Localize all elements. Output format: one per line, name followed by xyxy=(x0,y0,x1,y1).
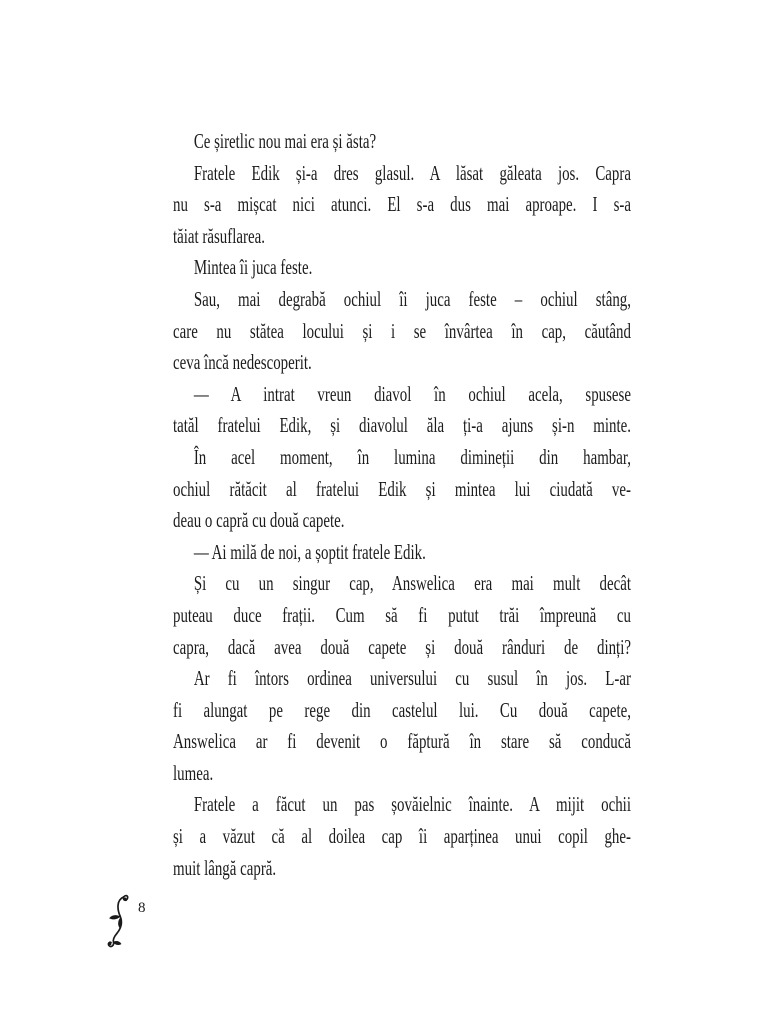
text-line: deau o capră cu două capete. xyxy=(173,508,345,533)
text-line: Fratele Edik și-a dres glasul. A lăsat găleata jos. Capra xyxy=(193,160,631,185)
text-line: puteau duce frații. Cum să fi putut trăi împreună cu xyxy=(173,602,631,627)
text-line: muit lângă capră. xyxy=(173,855,277,880)
page-footer xyxy=(106,893,146,949)
text-line: Și cu un singur cap, Answelica era mai mult decât xyxy=(193,571,631,596)
text-line: Ar fi întors ordinea universului cu susul în jos. L-ar xyxy=(193,666,631,691)
text-line: În acel moment, în lumina dimineții din hambar, xyxy=(193,444,631,469)
text-line: ochiul rătăcit al fratelui Edik și mintea lui ciudată ve- xyxy=(173,476,631,501)
text-line: tatăl fratelui Edik, și diavolul ăla ți-a ajuns și-n minte. xyxy=(173,413,631,438)
text-line: care nu stătea locului și i se învârtea în cap, căutând xyxy=(173,318,631,343)
page-number: 8 xyxy=(138,900,146,916)
text-line: tăiat răsuflarea. xyxy=(173,223,265,248)
text-line: ceva încă nedescoperit. xyxy=(173,350,312,375)
text-line: lumea. xyxy=(173,760,214,785)
text-line: Fratele a făcut un pas șovăielnic înainte. A mijit ochii xyxy=(193,792,631,817)
text-line: — A intrat vreun diavol în ochiul acela, spusese xyxy=(193,381,631,406)
text-line: Answelica ar fi devenit o făptură în stare să conducă xyxy=(173,729,631,754)
text-line: capra, dacă avea două capete și două rânduri de dinți? xyxy=(173,634,631,659)
page-text-block xyxy=(173,126,631,884)
text-line: Mintea îi juca feste. xyxy=(193,255,313,280)
text-line: Ce șiretlic nou mai era și ăsta? xyxy=(193,129,377,153)
text-line: — Ai milă de noi, a șoptit fratele Edik. xyxy=(193,539,426,564)
text-line: și a văzut că al doilea cap îi aparținea unui copil ghe- xyxy=(173,824,631,849)
text-line: Sau, mai degrabă ochiul îi juca feste – ochiul stâng, xyxy=(193,286,631,311)
text-line: fi alungat pe rege din castelul lui. Cu două capete, xyxy=(173,697,631,722)
text-line: nu s-a mișcat nici atunci. El s-a dus mai aproape. I s-a xyxy=(173,192,631,217)
floral-flourish-icon xyxy=(106,893,129,949)
